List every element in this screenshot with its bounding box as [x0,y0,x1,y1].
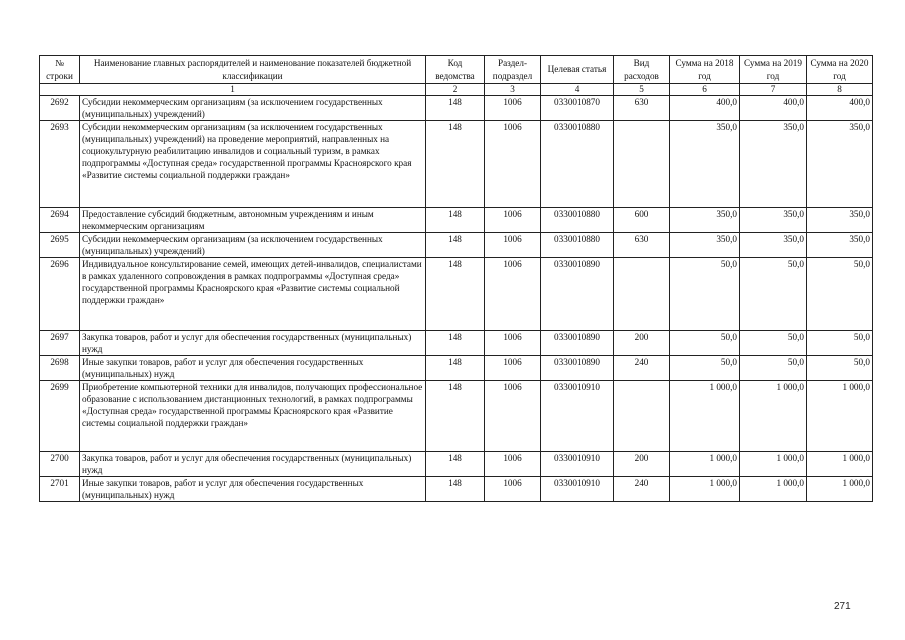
column-number: 7 [740,84,807,96]
column-number-row [40,84,873,96]
row-sum-2019: 1 000,0 [740,381,807,452]
row-dept-code: 148 [426,331,485,356]
row-sum-2020: 50,0 [807,356,873,381]
row-number: 2695 [40,233,80,258]
row-sum-2019: 350,0 [740,233,807,258]
row-section: 1006 [485,121,541,208]
row-target: 0330010870 [541,96,614,121]
row-dept-code: 148 [426,121,485,208]
column-number: 2 [426,84,485,96]
row-sum-2018: 400,0 [670,96,740,121]
row-dept-code: 148 [426,208,485,233]
row-dept-code: 148 [426,233,485,258]
row-sum-2020: 1 000,0 [807,381,873,452]
row-section: 1006 [485,452,541,477]
row-sum-2018: 1 000,0 [670,477,740,502]
row-number: 2701 [40,477,80,502]
row-name: Предоставление субсидий бюджетным, автономным учреждениям и иным некоммерческим организациям [80,208,426,233]
row-sum-2018: 350,0 [670,233,740,258]
row-number: 2693 [40,121,80,208]
header-sum-2018: Сумма на 2018 год [670,56,740,84]
table-row [40,208,873,233]
row-expense-type: 630 [614,96,670,121]
row-sum-2019: 50,0 [740,258,807,331]
row-number: 2700 [40,452,80,477]
row-target: 0330010880 [541,233,614,258]
row-sum-2020: 350,0 [807,233,873,258]
row-dept-code: 148 [426,452,485,477]
row-number: 2692 [40,96,80,121]
row-section: 1006 [485,233,541,258]
row-section: 1006 [485,96,541,121]
row-number: 2694 [40,208,80,233]
column-number: 3 [485,84,541,96]
row-sum-2019: 1 000,0 [740,477,807,502]
table-row [40,233,873,258]
row-target: 0330010910 [541,381,614,452]
page-number: 271 [834,601,851,612]
row-section: 1006 [485,208,541,233]
row-expense-type: 630 [614,233,670,258]
row-section: 1006 [485,356,541,381]
row-dept-code: 148 [426,356,485,381]
row-name: Закупка товаров, работ и услуг для обеспечения государственных (муниципальных) нужд [80,331,426,356]
row-sum-2020: 400,0 [807,96,873,121]
row-sum-2018: 50,0 [670,331,740,356]
row-sum-2019: 350,0 [740,208,807,233]
row-expense-type: 600 [614,208,670,233]
row-sum-2020: 350,0 [807,121,873,208]
row-target: 0330010880 [541,208,614,233]
row-dept-code: 148 [426,258,485,331]
header-row-no: № строки [40,56,80,84]
row-sum-2020: 1 000,0 [807,452,873,477]
row-sum-2019: 50,0 [740,356,807,381]
row-target: 0330010890 [541,258,614,331]
row-expense-type: 200 [614,452,670,477]
row-sum-2018: 50,0 [670,356,740,381]
column-number: 8 [807,84,873,96]
row-sum-2018: 350,0 [670,208,740,233]
row-expense-type [614,381,670,452]
row-name: Субсидии некоммерческим организациям (за исключением государственных (муниципальных) учреждений) на проведение мероприятий, направленных на социокультурную реабилитацию инвалидов и социальный туризм, в рамках подпрограммы «Доступная среда» государственной программы Красноярского края «Развитие системы социальной поддержки граждан» [80,121,426,208]
row-expense-type [614,121,670,208]
row-sum-2020: 1 000,0 [807,477,873,502]
header-row [40,56,873,84]
row-number: 2698 [40,356,80,381]
row-sum-2020: 50,0 [807,258,873,331]
column-number: 1 [40,84,426,96]
row-sum-2019: 350,0 [740,121,807,208]
header-expense-type: Вид расходов [614,56,670,84]
row-section: 1006 [485,258,541,331]
row-name: Иные закупки товаров, работ и услуг для обеспечения государственных (муниципальных) нужд [80,477,426,502]
row-target: 0330010890 [541,331,614,356]
header-sum-2020: Сумма на 2020 год [807,56,873,84]
row-section: 1006 [485,477,541,502]
row-sum-2019: 50,0 [740,331,807,356]
table-row [40,331,873,356]
row-name: Индивидуальное консультирование семей, имеющих детей-инвалидов, специалистами в рамках удаленного сопровождения в рамках подпрограммы «Доступная среда» государственной программы Красноярского края «Развитие системы социальной поддержки граждан» [80,258,426,331]
header-target: Целевая статья [541,56,614,84]
row-sum-2018: 50,0 [670,258,740,331]
row-sum-2018: 1 000,0 [670,381,740,452]
row-dept-code: 148 [426,381,485,452]
row-sum-2019: 1 000,0 [740,452,807,477]
table-row [40,452,873,477]
row-sum-2018: 1 000,0 [670,452,740,477]
row-section: 1006 [485,381,541,452]
row-dept-code: 148 [426,477,485,502]
row-target: 0330010910 [541,452,614,477]
row-sum-2020: 50,0 [807,331,873,356]
column-number: 5 [614,84,670,96]
row-expense-type [614,258,670,331]
row-target: 0330010890 [541,356,614,381]
row-sum-2020: 350,0 [807,208,873,233]
header-dept-code: Код ведомства [426,56,485,84]
table-row [40,381,873,452]
table-row [40,356,873,381]
row-section: 1006 [485,331,541,356]
row-expense-type: 200 [614,331,670,356]
row-expense-type: 240 [614,477,670,502]
row-name: Приобретение компьютерной техники для инвалидов, получающих профессиональное образование с использованием дистанционных технологий, в рамках подпрограммы «Доступная среда» государственной программы Красноярского края «Развитие системы социальной поддержки граждан» [80,381,426,452]
row-sum-2019: 400,0 [740,96,807,121]
column-number: 6 [670,84,740,96]
header-sum-2019: Сумма на 2019 год [740,56,807,84]
table-row [40,121,873,208]
row-number: 2697 [40,331,80,356]
row-name: Субсидии некоммерческим организациям (за исключением государственных (муниципальных) учреждений) [80,233,426,258]
row-number: 2696 [40,258,80,331]
header-name: Наименование главных распорядителей и наименование показателей бюджетной классификации [80,56,426,84]
table-row [40,477,873,502]
row-number: 2699 [40,381,80,452]
row-target: 0330010910 [541,477,614,502]
column-number: 4 [541,84,614,96]
row-name: Субсидии некоммерческим организациям (за исключением государственных (муниципальных) учреждений) [80,96,426,121]
row-name: Иные закупки товаров, работ и услуг для обеспечения государственных (муниципальных) нужд [80,356,426,381]
table-row [40,258,873,331]
row-dept-code: 148 [426,96,485,121]
header-section: Раздел-подраздел [485,56,541,84]
row-expense-type: 240 [614,356,670,381]
row-name: Закупка товаров, работ и услуг для обеспечения государственных (муниципальных) нужд [80,452,426,477]
budget-table [39,55,873,502]
row-target: 0330010880 [541,121,614,208]
table-row [40,96,873,121]
row-sum-2018: 350,0 [670,121,740,208]
